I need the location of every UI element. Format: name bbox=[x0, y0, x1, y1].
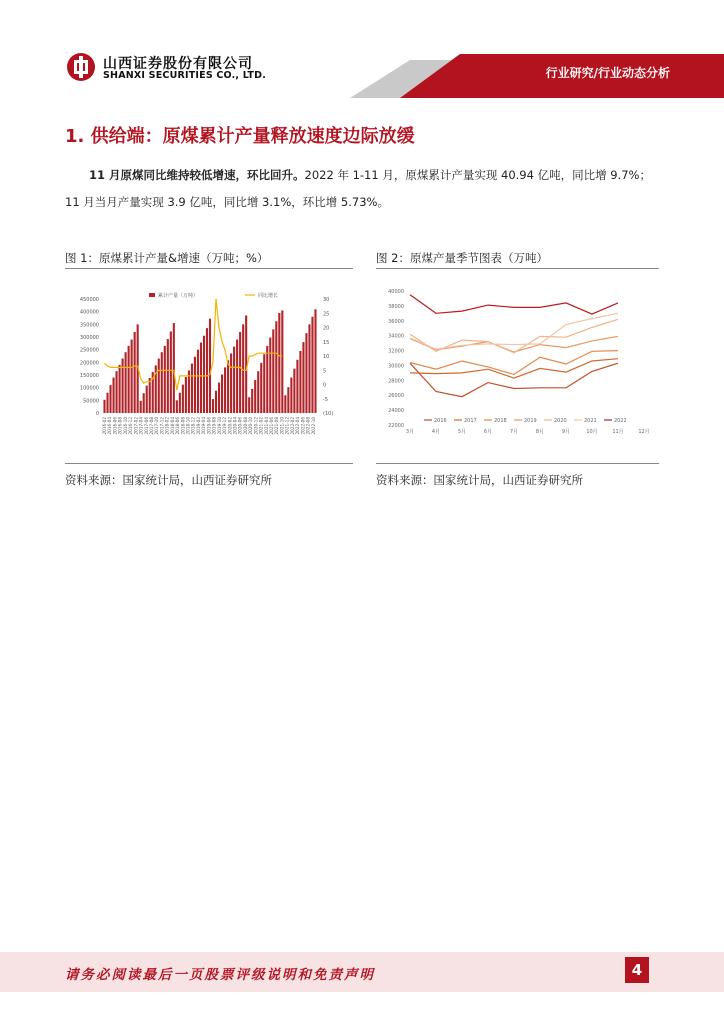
bar bbox=[112, 378, 114, 413]
bar bbox=[134, 332, 136, 413]
bar bbox=[308, 324, 310, 413]
figure2-bottom-rule bbox=[376, 463, 659, 464]
y-tick-left: 200000 bbox=[79, 360, 99, 367]
x-tick: 2016-04 bbox=[107, 417, 113, 435]
bar bbox=[158, 359, 160, 413]
legend-label-2020: 2020 bbox=[554, 418, 567, 424]
x-tick: 10月 bbox=[586, 429, 598, 435]
x-tick: 2021-08 bbox=[274, 417, 280, 435]
bar bbox=[266, 346, 268, 413]
legend-label-2017: 2017 bbox=[464, 418, 477, 424]
legend-label-2022: 2022 bbox=[614, 418, 627, 424]
y-tick: 36000 bbox=[388, 318, 404, 325]
y-tick-right: 10 bbox=[323, 354, 330, 360]
bar bbox=[263, 354, 265, 413]
legend-label-2019: 2019 bbox=[524, 418, 537, 424]
series-line-2022 bbox=[410, 295, 618, 314]
y-tick: 30000 bbox=[388, 363, 404, 370]
bar bbox=[191, 364, 193, 413]
x-tick: 2022-06 bbox=[300, 417, 306, 435]
legend-label-line: 同比增长 bbox=[258, 293, 279, 299]
bar bbox=[242, 324, 244, 413]
figure2-caption: 图 2：原煤产量季节图表（万吨） bbox=[376, 251, 548, 265]
y-tick-left: 400000 bbox=[79, 309, 99, 316]
series-line-2016 bbox=[410, 363, 618, 397]
bar bbox=[116, 371, 118, 413]
x-tick: 2018-08 bbox=[180, 417, 186, 435]
bar bbox=[212, 399, 214, 413]
x-tick: 2019-04 bbox=[201, 417, 207, 435]
bar bbox=[109, 385, 111, 413]
legend-label-2016: 2016 bbox=[434, 418, 447, 424]
x-tick: 2020-08 bbox=[242, 417, 248, 435]
bar bbox=[290, 378, 292, 413]
x-tick: 2020-02 bbox=[227, 417, 233, 435]
bar bbox=[119, 365, 121, 413]
x-tick: 5月 bbox=[457, 429, 467, 435]
bar bbox=[182, 385, 184, 413]
y-tick: 26000 bbox=[388, 393, 404, 400]
x-tick: 2017-08 bbox=[148, 417, 154, 435]
figure1-top-rule bbox=[65, 268, 353, 269]
x-tick: 11月 bbox=[612, 429, 624, 435]
y-tick-right: (10) bbox=[323, 411, 334, 417]
legend-label-2021: 2021 bbox=[584, 418, 597, 424]
figure1-caption: 图 1：原煤累计产量&增速（万吨；%） bbox=[65, 251, 269, 265]
bar bbox=[239, 332, 241, 413]
bar bbox=[296, 360, 298, 413]
y-tick-right: 30 bbox=[323, 297, 330, 303]
paragraph-lead: 11 月原煤同比维持较低增速，环比回升。 bbox=[89, 168, 305, 182]
report-type: 行业研究/行业动态分析 bbox=[545, 66, 670, 80]
bar bbox=[293, 369, 295, 413]
x-tick: 2022-08 bbox=[305, 417, 311, 435]
bar bbox=[248, 397, 250, 413]
y-tick: 28000 bbox=[388, 378, 404, 385]
x-tick: 2020-06 bbox=[237, 417, 243, 435]
bar bbox=[251, 389, 253, 413]
y-tick-right: 5 bbox=[323, 368, 327, 375]
x-tick: 2017-12 bbox=[159, 417, 165, 435]
series-line-2021 bbox=[410, 313, 618, 349]
y-tick-right: -5 bbox=[323, 396, 328, 403]
x-tick: 2017-02 bbox=[133, 417, 139, 435]
x-tick: 2018-06 bbox=[175, 417, 181, 435]
x-tick: 2017-10 bbox=[154, 417, 160, 435]
bar bbox=[224, 367, 226, 413]
x-tick: 2016-12 bbox=[128, 417, 134, 435]
legend-swatch-bars bbox=[149, 293, 155, 297]
x-tick: 2021-04 bbox=[263, 417, 269, 435]
y-tick: 40000 bbox=[388, 289, 404, 295]
bar bbox=[125, 352, 127, 413]
x-tick: 2020-12 bbox=[253, 417, 259, 435]
x-tick: 2019-10 bbox=[216, 417, 222, 435]
bar bbox=[149, 378, 151, 413]
bar bbox=[281, 310, 283, 413]
bar bbox=[254, 380, 256, 413]
y-tick-left: 0 bbox=[95, 411, 99, 417]
y-tick: 24000 bbox=[388, 408, 404, 415]
x-tick: 6月 bbox=[483, 429, 493, 435]
bar bbox=[185, 377, 187, 413]
bar bbox=[236, 340, 238, 413]
y-tick: 34000 bbox=[388, 333, 404, 340]
x-tick: 2022-04 bbox=[295, 417, 301, 435]
x-tick: 2019-08 bbox=[211, 417, 217, 435]
company-name-cn: 山西证券股份有限公司 bbox=[103, 56, 253, 72]
x-tick: 2018-04 bbox=[169, 417, 175, 435]
bar bbox=[131, 340, 133, 413]
bar bbox=[176, 400, 178, 413]
bar bbox=[284, 395, 286, 413]
bar bbox=[305, 333, 307, 413]
bar bbox=[269, 338, 271, 413]
bar bbox=[197, 350, 199, 413]
y-tick-left: 150000 bbox=[79, 373, 99, 379]
bar bbox=[209, 319, 211, 413]
x-tick: 2017-06 bbox=[143, 417, 149, 435]
company-logo bbox=[66, 52, 96, 82]
bar bbox=[206, 328, 208, 413]
bar bbox=[128, 346, 130, 413]
x-tick: 2016-06 bbox=[112, 417, 118, 435]
bar bbox=[167, 339, 169, 413]
bar bbox=[218, 383, 220, 413]
y-tick-left: 100000 bbox=[79, 385, 99, 392]
x-tick: 2016-08 bbox=[117, 417, 123, 435]
y-tick-left: 450000 bbox=[79, 297, 99, 303]
bar bbox=[230, 353, 232, 413]
bar bbox=[272, 329, 274, 413]
bar bbox=[106, 393, 108, 413]
bar bbox=[299, 351, 301, 413]
y-tick-left: 350000 bbox=[79, 322, 99, 329]
bar bbox=[227, 360, 229, 413]
x-tick: 2020-04 bbox=[232, 417, 238, 435]
bar bbox=[278, 313, 280, 413]
x-tick: 2022-10 bbox=[310, 417, 316, 435]
y-tick-right: 25 bbox=[323, 311, 330, 318]
bar bbox=[314, 309, 316, 413]
x-tick: 2019-02 bbox=[195, 417, 201, 435]
bar bbox=[143, 393, 145, 413]
x-tick: 8月 bbox=[535, 429, 545, 435]
legend-label-2018: 2018 bbox=[494, 418, 507, 424]
footer-disclaimer[interactable]: 请务必阅读最后一页股票评级说明和免责声明 bbox=[65, 967, 375, 983]
bar bbox=[287, 387, 289, 413]
figure2-chart bbox=[376, 275, 659, 455]
x-tick: 2021-06 bbox=[269, 417, 275, 435]
figure2-source: 资料来源：国家统计局，山西证券研究所 bbox=[376, 473, 583, 487]
bar bbox=[170, 331, 172, 413]
bar bbox=[103, 400, 105, 413]
x-tick: 12月 bbox=[638, 429, 650, 435]
x-tick: 2022-02 bbox=[289, 417, 295, 435]
x-tick: 2018-10 bbox=[185, 417, 191, 435]
figure2-top-rule bbox=[376, 268, 659, 269]
bar bbox=[221, 374, 223, 413]
bar bbox=[173, 323, 175, 413]
x-tick: 2020-10 bbox=[248, 417, 254, 435]
bar bbox=[233, 347, 235, 413]
series-line-2018 bbox=[410, 351, 618, 375]
x-tick: 3月 bbox=[405, 429, 415, 435]
y-tick: 38000 bbox=[388, 303, 404, 310]
bar bbox=[194, 357, 196, 413]
bar bbox=[203, 336, 205, 413]
figure1-bottom-rule bbox=[65, 463, 353, 464]
bar bbox=[275, 321, 277, 413]
legend-label-bars: 累计产量（万吨） bbox=[158, 293, 199, 299]
figure1-source: 资料来源：国家统计局，山西证券研究所 bbox=[65, 473, 272, 487]
y-tick-left: 50000 bbox=[83, 398, 99, 405]
paragraph-line-1 bbox=[89, 166, 679, 184]
x-tick: 2021-02 bbox=[258, 417, 264, 435]
bar bbox=[140, 401, 142, 413]
bar bbox=[188, 370, 190, 413]
x-tick: 2019-12 bbox=[222, 417, 228, 435]
x-tick: 2016-10 bbox=[122, 417, 128, 435]
y-tick: 32000 bbox=[388, 348, 404, 355]
x-tick: 2017-04 bbox=[138, 417, 144, 435]
bar bbox=[215, 391, 217, 413]
company-name-en: SHANXI SECURITIES CO., LTD. bbox=[103, 70, 267, 81]
x-tick: 4月 bbox=[431, 429, 441, 435]
y-tick-left: 300000 bbox=[79, 335, 99, 341]
y-tick-right: 15 bbox=[323, 339, 330, 346]
bar bbox=[122, 359, 124, 413]
bar bbox=[311, 317, 313, 413]
x-tick: 9月 bbox=[561, 429, 571, 435]
bar bbox=[260, 363, 262, 413]
y-tick-right: 0 bbox=[323, 382, 327, 389]
paragraph-line-2: 11 月当月产量实现 3.9 亿吨，同比增 3.1%，环比增 5.73%。 bbox=[65, 195, 389, 209]
x-tick: 2021-10 bbox=[279, 417, 285, 435]
section-title: 1. 供给端：原煤累计产量释放速度边际放缓 bbox=[65, 126, 415, 147]
x-tick: 2019-06 bbox=[206, 417, 212, 435]
bar bbox=[179, 393, 181, 413]
bar bbox=[164, 346, 166, 413]
bar bbox=[200, 343, 202, 413]
y-tick-right: 20 bbox=[323, 325, 330, 332]
x-tick: 2021-12 bbox=[284, 417, 290, 435]
bar bbox=[302, 342, 304, 413]
bar bbox=[257, 371, 259, 413]
x-tick: 7月 bbox=[509, 429, 519, 435]
bar bbox=[146, 386, 148, 413]
paragraph-rest: 2022 年 1-11 月，原煤累计产量实现 40.94 亿吨，同比增 9.7%； bbox=[304, 168, 651, 182]
page-number: 4 bbox=[625, 957, 649, 983]
y-tick: 22000 bbox=[388, 423, 404, 429]
figure1-chart bbox=[65, 275, 353, 455]
x-tick: 2018-02 bbox=[164, 417, 170, 435]
x-tick: 2018-12 bbox=[190, 417, 196, 435]
y-tick-left: 250000 bbox=[79, 347, 99, 354]
x-tick: 2016-02 bbox=[102, 417, 107, 435]
bar bbox=[161, 352, 163, 413]
